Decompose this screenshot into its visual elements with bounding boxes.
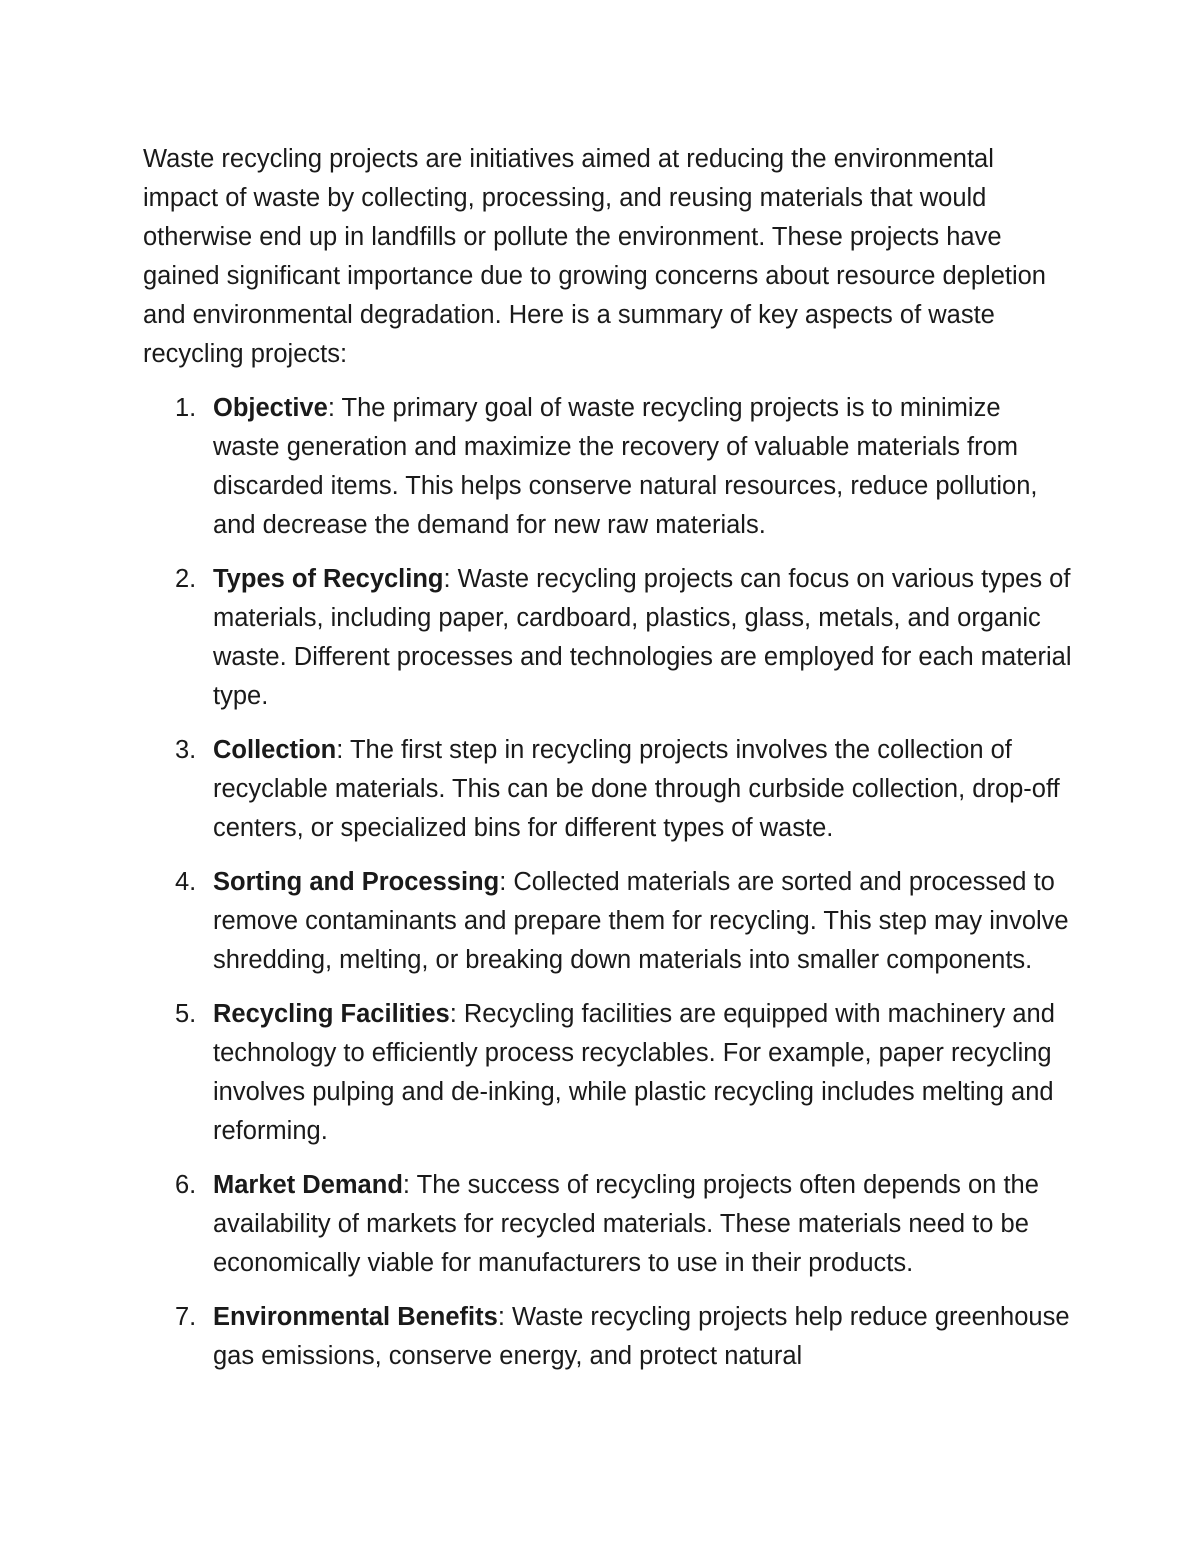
list-item-environmental-benefits: [143, 1298, 1073, 1376]
list-item-market-demand: [143, 1166, 1073, 1283]
list-item-number: 5.: [175, 1000, 197, 1028]
list-item-number: 7.: [175, 1303, 197, 1331]
document-body: [143, 140, 1073, 1391]
list-item-number: 4.: [175, 868, 197, 896]
key-aspects-list: [143, 389, 1073, 1376]
list-item-term: Types of Recycling: [213, 565, 444, 593]
list-item-sorting-and-processing: [143, 863, 1073, 980]
list-item-number: 2.: [175, 565, 197, 593]
list-item-number: 3.: [175, 736, 197, 764]
list-item-term: Sorting and Processing: [213, 868, 500, 896]
list-item-text: : The first step in recycling projects involves the collection of recyclable materials. This can be done through curbside collection, drop-off centers, or specialized bins for different types of waste.: [213, 736, 1060, 842]
list-item-number: 6.: [175, 1171, 197, 1199]
list-item-types-of-recycling: [143, 560, 1073, 716]
list-item-text: : Waste recycling projects help reduce greenhouse gas emissions, conserve energy, and protect natural: [213, 1303, 1070, 1370]
list-item-term: Environmental Benefits: [213, 1303, 498, 1331]
list-item-text: : Recycling facilities are equipped with machinery and technology to efficiently process recyclables. For example, paper recycling involves pulping and de-inking, while plastic recycling includes melting and reforming.: [213, 1000, 1055, 1145]
intro-paragraph: Waste recycling projects are initiatives aimed at reducing the environmental impact of waste by collecting, processing, and reusing materials that would otherwise end up in landfills or pollute the environment. These projects have gained significant importance due to growing concerns about resource depletion and environmental degradation. Here is a summary of key aspects of waste recycling projects:: [143, 145, 1046, 368]
list-item-text: : Collected materials are sorted and processed to remove contaminants and prepare them for recycling. This step may involve shredding, melting, or breaking down materials into smaller components.: [213, 868, 1069, 974]
list-item-term: Market Demand: [213, 1171, 403, 1199]
list-item-collection: [143, 731, 1073, 848]
list-item-recycling-facilities: [143, 995, 1073, 1151]
list-item-text: : The success of recycling projects often depends on the availability of markets for recycled materials. These materials need to be economically viable for manufacturers to use in their products.: [213, 1171, 1039, 1277]
list-item-term: Recycling Facilities: [213, 1000, 450, 1028]
list-item-text: : Waste recycling projects can focus on various types of materials, including paper, cardboard, plastics, glass, metals, and organic waste. Different processes and technologies are employed for each material type.: [213, 565, 1072, 710]
list-item-number: 1.: [175, 394, 197, 422]
list-item-objective: [143, 389, 1073, 545]
list-item-term: Collection: [213, 736, 337, 764]
list-item-term: Objective: [213, 394, 328, 422]
list-item-text: : The primary goal of waste recycling projects is to minimize waste generation and maximize the recovery of valuable materials from discarded items. This helps conserve natural resources, reduce pollution, and decrease the demand for new raw materials.: [213, 394, 1038, 539]
